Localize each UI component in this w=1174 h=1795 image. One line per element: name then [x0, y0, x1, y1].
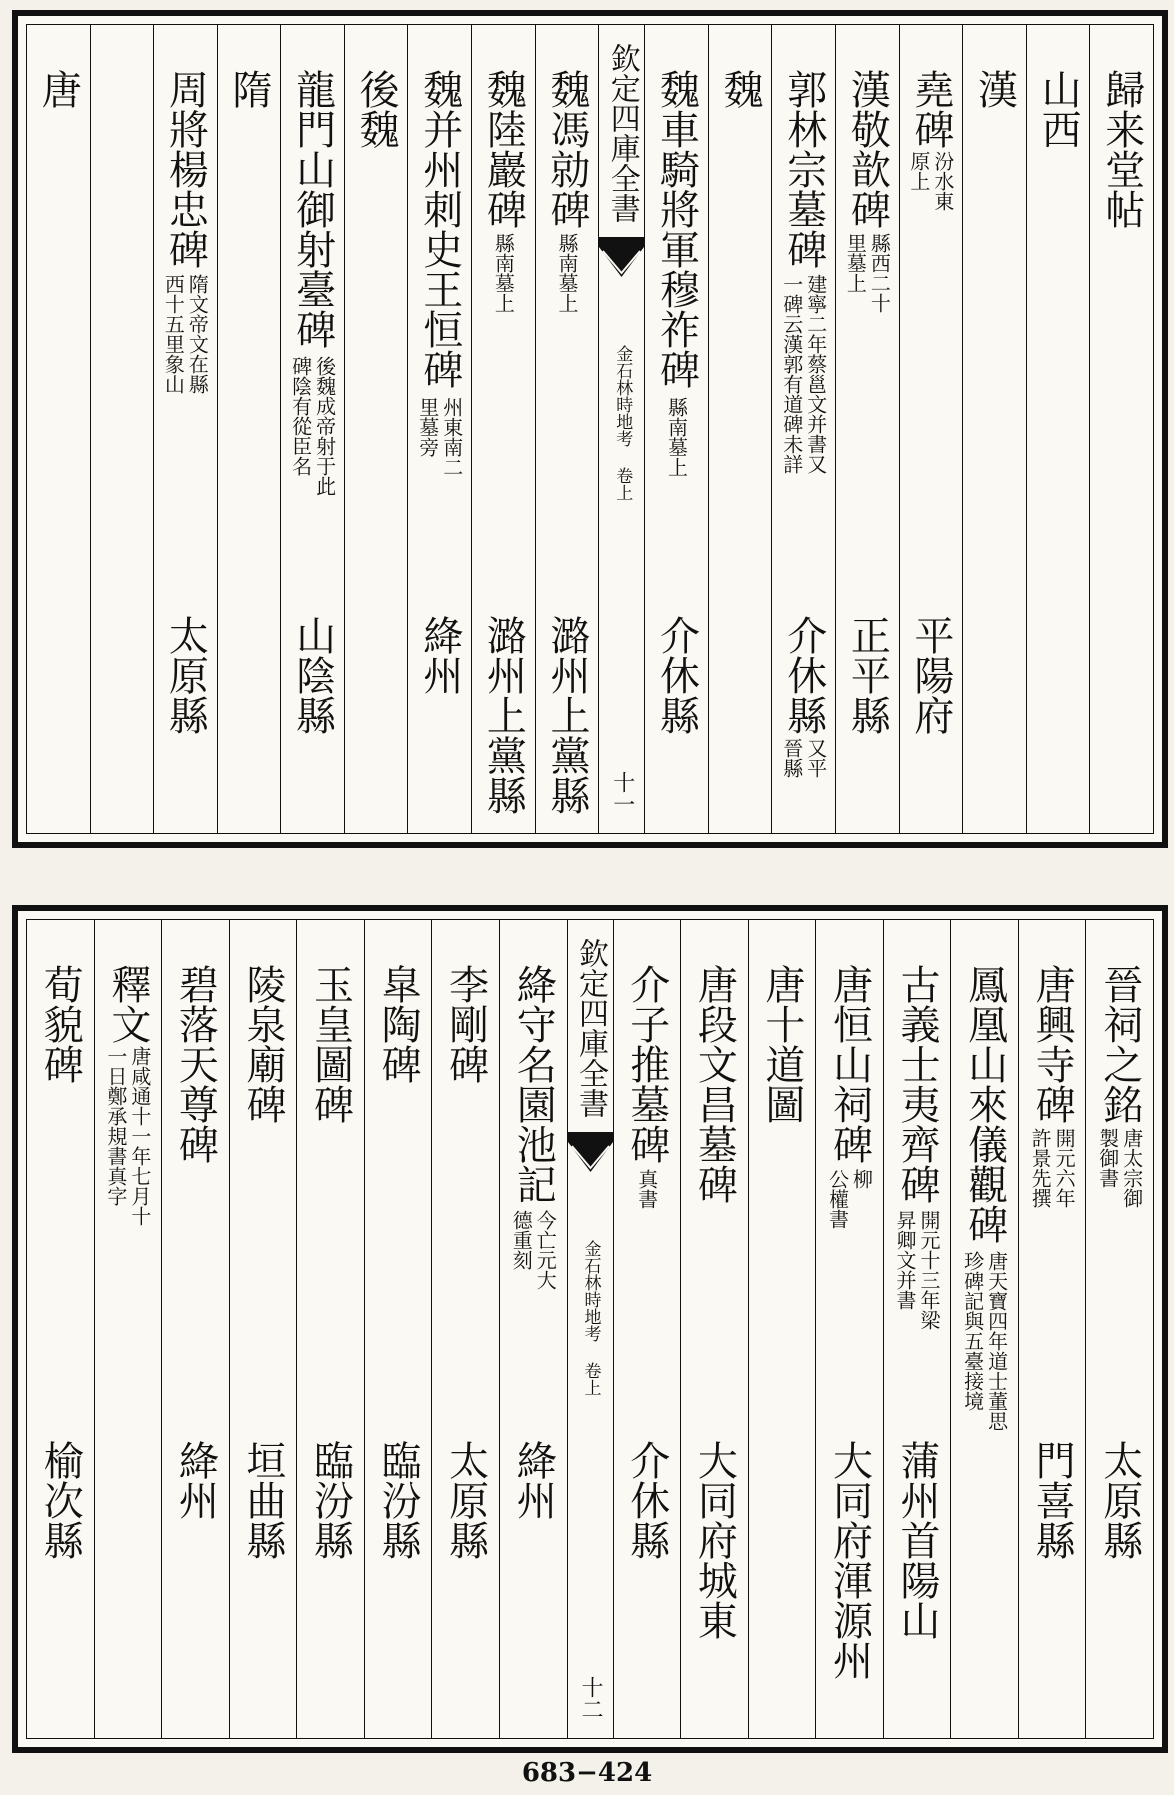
entry-title: 龍門山御射臺碑 [289, 69, 336, 349]
entry-location: 山陰縣 [289, 615, 336, 735]
top-column [27, 25, 90, 833]
annotation-line: 里墓旁 [415, 397, 440, 457]
book-title: 欽定四庫全書 [573, 938, 608, 1118]
top-column [1026, 25, 1090, 833]
entry-location: 蒲州首陽山 [894, 1440, 941, 1640]
entry-title: 唐十道圖 [758, 964, 805, 1124]
annotation-line: 汾水東 [930, 151, 955, 211]
entry-location: 太原縣 [442, 1440, 489, 1560]
entry-title: 荀貌碑 [37, 964, 84, 1084]
entry-location: 介休縣 [623, 1440, 670, 1560]
entry-title: 魏陸巖碑 [480, 69, 527, 229]
entry-title: 鳳凰山來儀觀碑 [961, 964, 1008, 1244]
entry-annotation [105, 1046, 151, 1226]
annotation-line: 晉縣 [779, 738, 804, 778]
bottom-column [364, 920, 432, 1738]
entry-title: 唐 [35, 69, 82, 109]
entry-title: 漢 [971, 69, 1018, 109]
annotation-line: 州東南二 [439, 397, 464, 477]
annotation-line: 柳 [849, 1169, 874, 1189]
annotation-line: 縣西二十 [867, 233, 892, 313]
top-column [708, 25, 772, 833]
bottom-column [296, 920, 364, 1738]
entry-location: 正平縣 [844, 615, 891, 735]
bottom-column [613, 920, 681, 1738]
entry-annotation [894, 1210, 940, 1330]
bottom-columns [26, 919, 1154, 1739]
entry-annotation [1097, 1128, 1143, 1208]
annotation-line: 一日鄭承規書真字 [103, 1046, 128, 1206]
entry-location: 潞州上黨縣 [543, 615, 590, 815]
entry-location: 臨汾縣 [307, 1440, 354, 1560]
bottom-column [815, 920, 883, 1738]
top-columns [26, 24, 1154, 834]
top-column [899, 25, 963, 833]
entry-title: 釋文 [104, 964, 151, 1044]
entry-location: 榆次縣 [37, 1440, 84, 1560]
annotation-line: 里墓上 [843, 233, 868, 293]
entry-annotation [826, 1169, 872, 1229]
entry-location: 介休縣 [780, 615, 827, 735]
page-number: 683−424 [521, 1758, 653, 1788]
entry-location: 臨汾縣 [375, 1440, 422, 1560]
entry-title: 皐陶碑 [375, 964, 422, 1084]
annotation-line: 又平 [803, 738, 828, 778]
annotation-line: 今亡元大 [533, 1210, 558, 1290]
bottom-column [883, 920, 951, 1738]
top-column [771, 25, 835, 833]
entry-title: 歸来堂帖 [1098, 69, 1145, 229]
bottom-page [12, 905, 1168, 1753]
chapter-label: 金石林時地考 卷上 [612, 345, 633, 501]
annotation-line: 開元十三年梁 [917, 1210, 942, 1330]
top-column [1089, 25, 1153, 833]
top-column [153, 25, 217, 833]
entry-title: 郭林宗墓碑 [780, 69, 827, 269]
folio-number: 十二 [578, 1676, 603, 1720]
bottom-column [499, 920, 567, 1738]
entry-annotation [844, 233, 890, 313]
top-column [471, 25, 535, 833]
entry-title: 周將楊忠碑 [162, 69, 209, 269]
entry-title: 後魏 [353, 69, 400, 149]
annotation-line: 開元六年 [1052, 1128, 1077, 1208]
entry-location: 大同府城東 [691, 1440, 738, 1640]
entry-annotation [556, 233, 578, 313]
bottom-column [1085, 920, 1153, 1738]
folio-number: 十一 [609, 771, 635, 815]
bottom-column [431, 920, 499, 1738]
entry-annotation [1029, 1128, 1075, 1208]
entry-location: 絳州 [510, 1440, 557, 1520]
entry-title: 介子推墓碑 [623, 964, 670, 1164]
annotation-line: 製御書 [1095, 1128, 1120, 1188]
annotation-line: 昇卿文并書 [893, 1210, 918, 1310]
entry-title: 唐興寺碑 [1029, 964, 1076, 1124]
top-column [835, 25, 899, 833]
annotation-line: 縣南墓上 [554, 233, 579, 313]
entry-annotation [666, 397, 688, 477]
annotation-line: 碑陰有從臣名 [288, 356, 313, 476]
annotation-line: 公權書 [825, 1169, 850, 1229]
entry-title: 唐段文昌墓碑 [691, 964, 738, 1204]
annotation-line: 縣南墓上 [491, 233, 516, 313]
entry-location: 平陽府 [907, 615, 954, 735]
annotation-line: 許景先撰 [1028, 1128, 1053, 1208]
entry-title: 唐恒山祠碑 [826, 964, 873, 1164]
bottom-center-column [567, 920, 613, 1738]
entry-title: 漢敬歆碑 [844, 69, 891, 229]
entry-location: 潞州上黨縣 [480, 615, 527, 815]
bottom-column [229, 920, 297, 1738]
annotation-line: 後魏成帝射于此 [312, 356, 337, 496]
entry-annotation [781, 274, 827, 474]
entry-annotation [636, 1169, 658, 1209]
annotation-line: 一碑云漢郭有道碑未詳 [779, 274, 804, 474]
location-annotation [781, 738, 827, 778]
bottom-column [161, 920, 229, 1738]
entry-annotation [417, 397, 463, 477]
entry-location: 門喜縣 [1029, 1440, 1076, 1560]
top-column [90, 25, 154, 833]
top-page [12, 10, 1168, 848]
chapter-label: 金石林時地考 卷上 [580, 1240, 601, 1396]
entry-location: 太原縣 [1096, 1440, 1143, 1560]
annotation-line: 原上 [906, 151, 931, 191]
entry-location: 絳州 [416, 615, 463, 695]
entry-annotation [908, 151, 954, 211]
entry-title: 魏車騎將軍穆祚碑 [653, 69, 700, 389]
entry-title: 堯碑 [907, 69, 954, 149]
annotation-line: 真書 [634, 1169, 659, 1209]
entry-title: 陵泉廟碑 [239, 964, 286, 1124]
entry-title: 魏 [717, 69, 764, 109]
bottom-column [94, 920, 162, 1738]
entry-title: 魏馮勍碑 [543, 69, 590, 229]
entry-title: 山西 [1035, 69, 1082, 149]
entry-location: 絳州 [172, 1440, 219, 1520]
annotation-line: 唐太宗御 [1119, 1128, 1144, 1208]
bottom-column [27, 920, 94, 1738]
top-column [217, 25, 281, 833]
fishtail-mark [568, 1132, 613, 1172]
annotation-line: 建寧二年蔡邕文并書又 [803, 274, 828, 474]
fishtail-mark [599, 237, 644, 277]
book-title: 欽定四庫全書 [604, 43, 640, 223]
entry-title: 晉祠之銘 [1096, 964, 1143, 1124]
top-column [344, 25, 408, 833]
annotation-line: 唐天寶四年道士董思 [984, 1251, 1009, 1431]
bottom-column [950, 920, 1018, 1738]
entry-annotation [510, 1210, 556, 1290]
top-column [407, 25, 471, 833]
entry-title: 古義士夷齊碑 [894, 964, 941, 1204]
entry-location: 介休縣 [653, 615, 700, 735]
entry-title: 李剛碑 [442, 964, 489, 1084]
entry-title: 絳守名園池記 [510, 964, 557, 1204]
top-center-column [598, 25, 644, 833]
bottom-column [680, 920, 748, 1738]
entry-title: 碧落天尊碑 [172, 964, 219, 1164]
entry-title: 隋 [225, 69, 272, 109]
top-column [535, 25, 599, 833]
annotation-line: 隋文帝文在縣 [185, 274, 210, 394]
annotation-line: 珍碑記與五臺接境 [960, 1251, 985, 1411]
entry-annotation [162, 274, 208, 394]
bottom-column [748, 920, 816, 1738]
entry-location: 太原縣 [162, 615, 209, 735]
annotation-line: 縣南墓上 [664, 397, 689, 477]
entry-annotation [492, 233, 514, 313]
entry-annotation [962, 1251, 1008, 1431]
entry-annotation [290, 356, 336, 496]
annotation-line: 德重刻 [509, 1210, 534, 1270]
top-column [280, 25, 344, 833]
entry-title: 魏并州刺史王恒碑 [416, 69, 463, 389]
entry-title: 玉皇圖碑 [307, 964, 354, 1124]
annotation-line: 唐咸通十一年七月十 [127, 1046, 152, 1226]
top-column [962, 25, 1026, 833]
bottom-column [1018, 920, 1086, 1738]
top-column [644, 25, 708, 833]
entry-location: 大同府渾源州 [826, 1440, 873, 1680]
entry-location: 垣曲縣 [239, 1440, 286, 1560]
annotation-line: 西十五里象山 [161, 274, 186, 394]
